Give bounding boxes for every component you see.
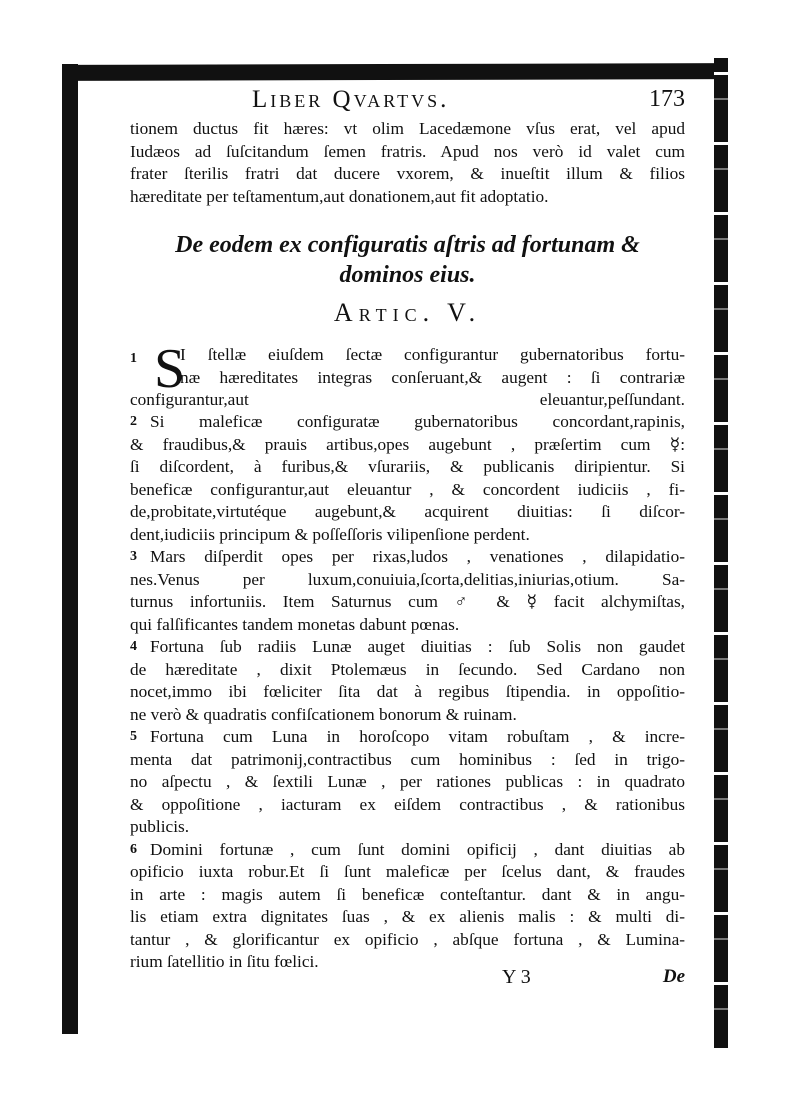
text-line: in arte : magis autem ſi beneficæ conteſtantur. dant & in angu- <box>130 884 685 904</box>
continuation-text <box>130 118 685 208</box>
text-line: Mars diſperdit opes per rixas,ludos , venationes , dilapidatio- <box>150 547 685 566</box>
drop-cap: S <box>154 338 186 400</box>
paragraph-5 <box>130 726 685 839</box>
scan-border-left <box>62 64 78 1034</box>
section-heading-line: De eodem ex configuratis aſtris ad fortunam & <box>175 232 640 258</box>
catchword: De <box>662 966 685 987</box>
text-line: Fortuna cum Luna in horoſcopo vitam robuſtam , & incre- <box>150 727 685 746</box>
text-line: hæreditate per teſtamentum,aut donationem,aut fit adoptatio. <box>130 186 549 206</box>
text-line: beneficæ configurantur,aut eleuantur , & concordent iudiciis , fi- <box>130 479 685 499</box>
text-line: I ſtellæ eiuſdem ſectæ configurantur gubernatoribus fortu- <box>180 345 685 364</box>
page-number: 173 <box>649 86 685 112</box>
text-line: næ hæreditates integras conſeruant,& augent : ſi contrariæ <box>180 367 685 387</box>
text-line: publicis. <box>130 817 190 836</box>
paragraph-number: 1 <box>130 351 137 366</box>
text-line: ne verò & quadratis confiſcationem bonorum & ruinam. <box>130 704 517 724</box>
paragraph-number: 5 <box>130 729 137 744</box>
paragraph-2 <box>130 411 685 546</box>
text-line: de hæreditate , dixit Ptolemæus in ſecundo. Sed Cardano non <box>130 659 685 679</box>
text-line: & fraudibus,& prauis artibus,opes augebunt , præſertim cum ☿: <box>130 434 685 454</box>
text-line: & oppoſitione , iacturam ex eiſdem contractibus , & rationibus <box>130 794 685 814</box>
text-line: ſi diſcordent, à furibus,& vſurariis, & publicanis diripientur. Si <box>130 457 685 476</box>
section-heading <box>130 230 685 290</box>
text-line: Fortuna ſub radiis Lunæ auget diuitias : ſub Solis non gaudet <box>150 637 685 656</box>
text-line: no aſpectu , & ſextili Lunæ , per rationes publicas : in quadrato <box>130 772 685 791</box>
text-line: qui falſificantes tandem monetas dabunt pœnas. <box>130 614 460 634</box>
paragraph-number: 6 <box>130 841 137 857</box>
text-line: tantur , & glorificantur ex opificio , abſque fortuna , & Lumina- <box>130 929 685 949</box>
text-line: tionem ductus fit hæres: vt olim Lacedæmone vſus erat, vel apud <box>130 119 685 138</box>
paragraph-number: 3 <box>130 549 137 564</box>
text-line: opificio iuxta robur.Et ſi ſunt maleficæ per ſcelus dant, & fraudes <box>130 862 685 881</box>
text-line: Domini fortunæ , cum ſunt domini opificij , dant diuitias ab <box>150 839 685 859</box>
text-line: Iudæos ad ſuſcitandum ſemen fratris. Apud nos verò id valet cum <box>130 141 685 161</box>
paragraph-number: 2 <box>130 414 137 429</box>
article-body <box>130 338 685 974</box>
text-line: rium ſatellitio in ſitu fœlici. <box>130 952 319 971</box>
page-header <box>130 86 685 118</box>
text-line: Si maleficæ configuratæ gubernatoribus concordant,rapinis, <box>150 412 685 431</box>
text-line: nocet,immo ibi fœliciter ſita dat à regibus ſtipendia. in oppoſitio- <box>130 682 685 701</box>
paragraph-3 <box>130 546 685 636</box>
signature-mark: Y 3 <box>502 966 531 988</box>
text-line: lis etiam extra dignitates ſuas , & ex alienis malis : & multi di- <box>130 907 685 926</box>
scan-border-right <box>714 58 728 1048</box>
running-title: Liber Qvartvs. <box>252 86 450 113</box>
text-line: configurantur,aut eleuantur,peſſundant. <box>130 390 685 409</box>
paragraph-number: 4 <box>130 639 137 654</box>
page-footer <box>130 966 685 994</box>
text-line: dent,iudiciis principum & poſſeſſoris vilipenſione perdent. <box>130 524 530 544</box>
text-line: menta dat patrimonij,contractibus cum hominibus : ſed in trigo- <box>130 749 685 769</box>
section-heading-line: dominos eius. <box>339 262 476 288</box>
text-line: nes.Venus per luxum,conuiuia,ſcorta,delitias,iniurias,otium. Sa- <box>130 569 685 589</box>
text-line: de,probitate,virtutéque augebunt,& acquirent diuitias: ſi diſcor- <box>130 502 685 521</box>
text-line: turnus infortuniis. Item Saturnus cum ♂ & ☿ facit alchymiſtas, <box>130 592 685 611</box>
paragraph-4 <box>130 636 685 726</box>
paragraph-1 <box>130 338 685 411</box>
text-line: frater ſterilis fratri dat ducere vxorem, & inueſtit illum & filios <box>130 164 685 183</box>
scan-border-top <box>62 63 724 81</box>
paragraph-6 <box>130 839 685 974</box>
article-heading: Artic. V. <box>333 298 482 327</box>
